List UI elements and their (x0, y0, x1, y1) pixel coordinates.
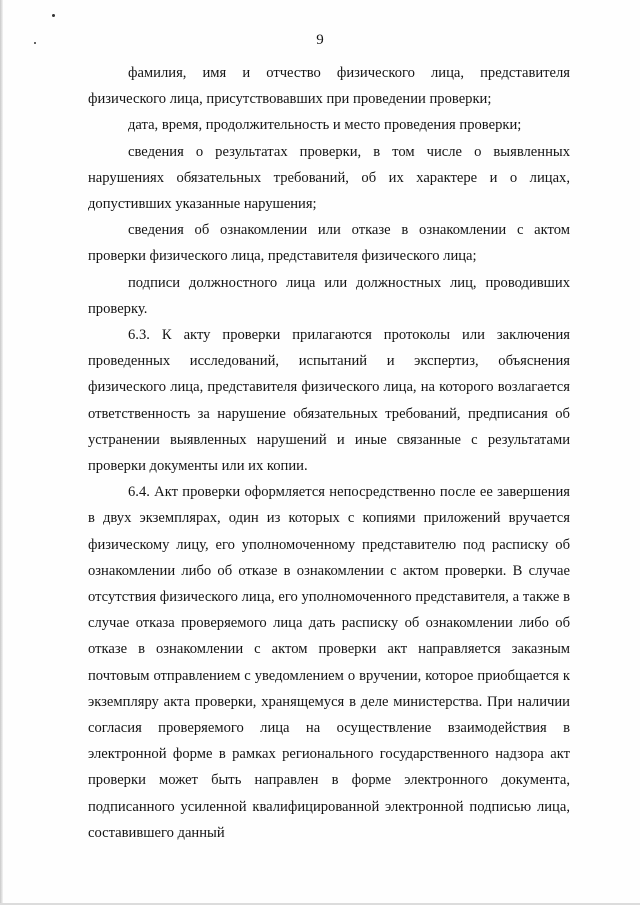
paragraph-full-name: фамилия, имя и отчество физического лица, представителя физического лица, присутствовавших при проведении проверки; (88, 65, 570, 108)
paragraph-results: сведения о результатах проверки, в том числе о выявленных нарушениях обязательных требований, об их характере и о лицах, допустивших указанные нарушения; (88, 143, 570, 213)
scan-speck (52, 14, 55, 17)
paragraph-signatures: подписи должностного лица или должностных лиц, проводивших проверку. (88, 274, 570, 317)
paragraph-date-time: дата, время, продолжительность и место проведения проверки; (128, 117, 522, 134)
paragraph-6-3: 6.3. К акту проверки прилагаются протоколы или заключения проведенных исследований, испытаний и экспертиз, объяснения физического лица, представителя физического лица, на которого возлагается ответственность за нарушение обязательных требований, предписания об устранении выявленных нарушений и иные связанные с результатами проверки документы или их копии. (88, 327, 570, 475)
paragraph-acquaintance: сведения об ознакомлении или отказе в ознакомлении с актом проверки физического лица, представителя физического лица; (88, 222, 570, 265)
scan-left-edge (0, 0, 3, 905)
document-body (88, 60, 570, 846)
page-number: 9 (316, 32, 324, 48)
paragraph-6-4: 6.4. Акт проверки оформляется непосредственно после ее завершения в двух экземплярах, один из которых с копиями приложений вручается физическому лицу, его уполномоченному представителю под расписку об ознакомлении либо об отказе в ознакомлении с актом проверки. В случае отсутствия физического лица, его уполномоченного представителя, а также в случае отказа проверяемого лица дать расписку об ознакомлении либо об отказе в ознакомлении с актом проверки акт направляется заказным почтовым отправлением с уведомлением о вручении, которое приобщается к экземпляру акта проверки, хранящемуся в деле министерства. При наличии согласия проверяемого лица на осуществление взаимодействия в электронной форме в рамках регионального государственного надзора акт проверки может быть направлен в форме электронного документа, подписанного усиленной квалифицированной электронной подписью лица, составившего данный (88, 484, 570, 841)
